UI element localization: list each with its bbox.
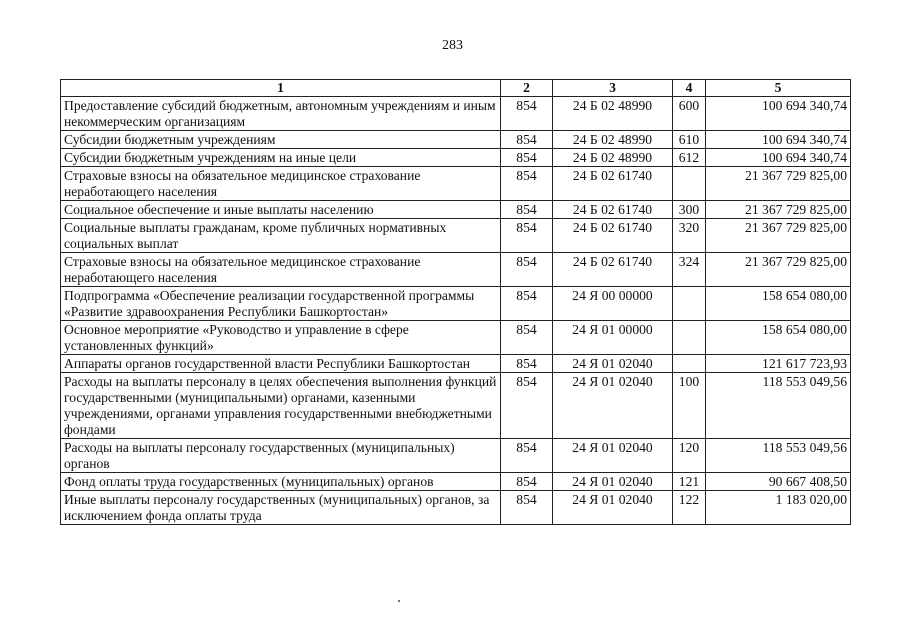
cell-amount: 118 553 049,56 bbox=[706, 439, 851, 473]
cell-article: 24 Б 02 61740 bbox=[553, 167, 673, 201]
cell-type: 300 bbox=[673, 201, 706, 219]
cell-code: 854 bbox=[501, 355, 553, 373]
cell-name: Иные выплаты персоналу государственных (муниципальных) органов, за исключением фонда оплаты труда bbox=[61, 491, 501, 525]
cell-article: 24 Я 01 02040 bbox=[553, 439, 673, 473]
cell-article: 24 Я 01 02040 bbox=[553, 355, 673, 373]
table-row bbox=[61, 219, 851, 253]
cell-name: Социальные выплаты гражданам, кроме публичных нормативных социальных выплат bbox=[61, 219, 501, 253]
cell-type bbox=[673, 355, 706, 373]
cell-amount: 21 367 729 825,00 bbox=[706, 253, 851, 287]
table-row bbox=[61, 355, 851, 373]
cell-article: 24 Б 02 61740 bbox=[553, 201, 673, 219]
cell-code: 854 bbox=[501, 473, 553, 491]
cell-code: 854 bbox=[501, 97, 553, 131]
table-header-row bbox=[61, 80, 851, 97]
cell-article: 24 Б 02 48990 bbox=[553, 149, 673, 167]
column-header-code: 2 bbox=[501, 80, 553, 97]
cell-type: 120 bbox=[673, 439, 706, 473]
cell-code: 854 bbox=[501, 149, 553, 167]
cell-name: Подпрограмма «Обеспечение реализации государственной программы «Развитие здравоохранения Республики Башкортостан» bbox=[61, 287, 501, 321]
page-number: 283 bbox=[442, 38, 463, 53]
column-header-amount: 5 bbox=[706, 80, 851, 97]
table-row bbox=[61, 491, 851, 525]
cell-type: 100 bbox=[673, 373, 706, 439]
cell-code: 854 bbox=[501, 219, 553, 253]
cell-article: 24 Б 02 61740 bbox=[553, 219, 673, 253]
cell-amount: 100 694 340,74 bbox=[706, 97, 851, 131]
cell-code: 854 bbox=[501, 491, 553, 525]
cell-name: Социальное обеспечение и иные выплаты населению bbox=[61, 201, 501, 219]
cell-code: 854 bbox=[501, 201, 553, 219]
cell-type bbox=[673, 287, 706, 321]
column-header-article: 3 bbox=[553, 80, 673, 97]
table-row bbox=[61, 253, 851, 287]
cell-type: 612 bbox=[673, 149, 706, 167]
cell-type: 320 bbox=[673, 219, 706, 253]
cell-amount: 21 367 729 825,00 bbox=[706, 167, 851, 201]
column-header-name: 1 bbox=[61, 80, 501, 97]
cell-type bbox=[673, 321, 706, 355]
table-row bbox=[61, 287, 851, 321]
cell-article: 24 Я 01 02040 bbox=[553, 473, 673, 491]
cell-code: 854 bbox=[501, 439, 553, 473]
cell-name: Аппараты органов государственной власти Республики Башкортостан bbox=[61, 355, 501, 373]
table-row bbox=[61, 321, 851, 355]
cell-article: 24 Я 01 00000 bbox=[553, 321, 673, 355]
cell-type: 122 bbox=[673, 491, 706, 525]
table-row bbox=[61, 201, 851, 219]
cell-name: Расходы на выплаты персоналу государственных (муниципальных) органов bbox=[61, 439, 501, 473]
cell-code: 854 bbox=[501, 131, 553, 149]
cell-amount: 158 654 080,00 bbox=[706, 287, 851, 321]
cell-article: 24 Б 02 61740 bbox=[553, 253, 673, 287]
cell-name: Субсидии бюджетным учреждениям bbox=[61, 131, 501, 149]
cell-amount: 118 553 049,56 bbox=[706, 373, 851, 439]
cell-name: Субсидии бюджетным учреждениям на иные цели bbox=[61, 149, 501, 167]
cell-amount: 21 367 729 825,00 bbox=[706, 201, 851, 219]
table-row bbox=[61, 473, 851, 491]
cell-code: 854 bbox=[501, 321, 553, 355]
cell-article: 24 Б 02 48990 bbox=[553, 97, 673, 131]
cell-amount: 90 667 408,50 bbox=[706, 473, 851, 491]
cell-amount: 1 183 020,00 bbox=[706, 491, 851, 525]
scan-speck bbox=[398, 600, 400, 602]
cell-article: 24 Я 01 02040 bbox=[553, 373, 673, 439]
cell-code: 854 bbox=[501, 287, 553, 321]
column-header-type: 4 bbox=[673, 80, 706, 97]
cell-code: 854 bbox=[501, 253, 553, 287]
table-row bbox=[61, 167, 851, 201]
cell-name: Страховые взносы на обязательное медицинское страхование неработающего населения bbox=[61, 167, 501, 201]
cell-name: Фонд оплаты труда государственных (муниципальных) органов bbox=[61, 473, 501, 491]
cell-amount: 158 654 080,00 bbox=[706, 321, 851, 355]
cell-name: Предоставление субсидий бюджетным, автономным учреждениям и иным некоммерческим организациям bbox=[61, 97, 501, 131]
cell-type: 600 bbox=[673, 97, 706, 131]
cell-article: 24 Б 02 48990 bbox=[553, 131, 673, 149]
cell-name: Страховые взносы на обязательное медицинское страхование неработающего населения bbox=[61, 253, 501, 287]
cell-name: Основное мероприятие «Руководство и управление в сфере установленных функций» bbox=[61, 321, 501, 355]
cell-amount: 100 694 340,74 bbox=[706, 149, 851, 167]
table-row bbox=[61, 439, 851, 473]
cell-article: 24 Я 00 00000 bbox=[553, 287, 673, 321]
cell-type: 324 bbox=[673, 253, 706, 287]
cell-code: 854 bbox=[501, 167, 553, 201]
cell-amount: 21 367 729 825,00 bbox=[706, 219, 851, 253]
cell-type: 121 bbox=[673, 473, 706, 491]
budget-table bbox=[60, 79, 851, 525]
cell-amount: 100 694 340,74 bbox=[706, 131, 851, 149]
cell-name: Расходы на выплаты персоналу в целях обеспечения выполнения функций государственными (муниципальными) органами, казенными учреждениями, органами управления государственными внебюджетными фондами bbox=[61, 373, 501, 439]
cell-type bbox=[673, 167, 706, 201]
cell-amount: 121 617 723,93 bbox=[706, 355, 851, 373]
table-row bbox=[61, 149, 851, 167]
table-row bbox=[61, 131, 851, 149]
cell-type: 610 bbox=[673, 131, 706, 149]
table-row bbox=[61, 97, 851, 131]
cell-code: 854 bbox=[501, 373, 553, 439]
cell-article: 24 Я 01 02040 bbox=[553, 491, 673, 525]
table-row bbox=[61, 373, 851, 439]
